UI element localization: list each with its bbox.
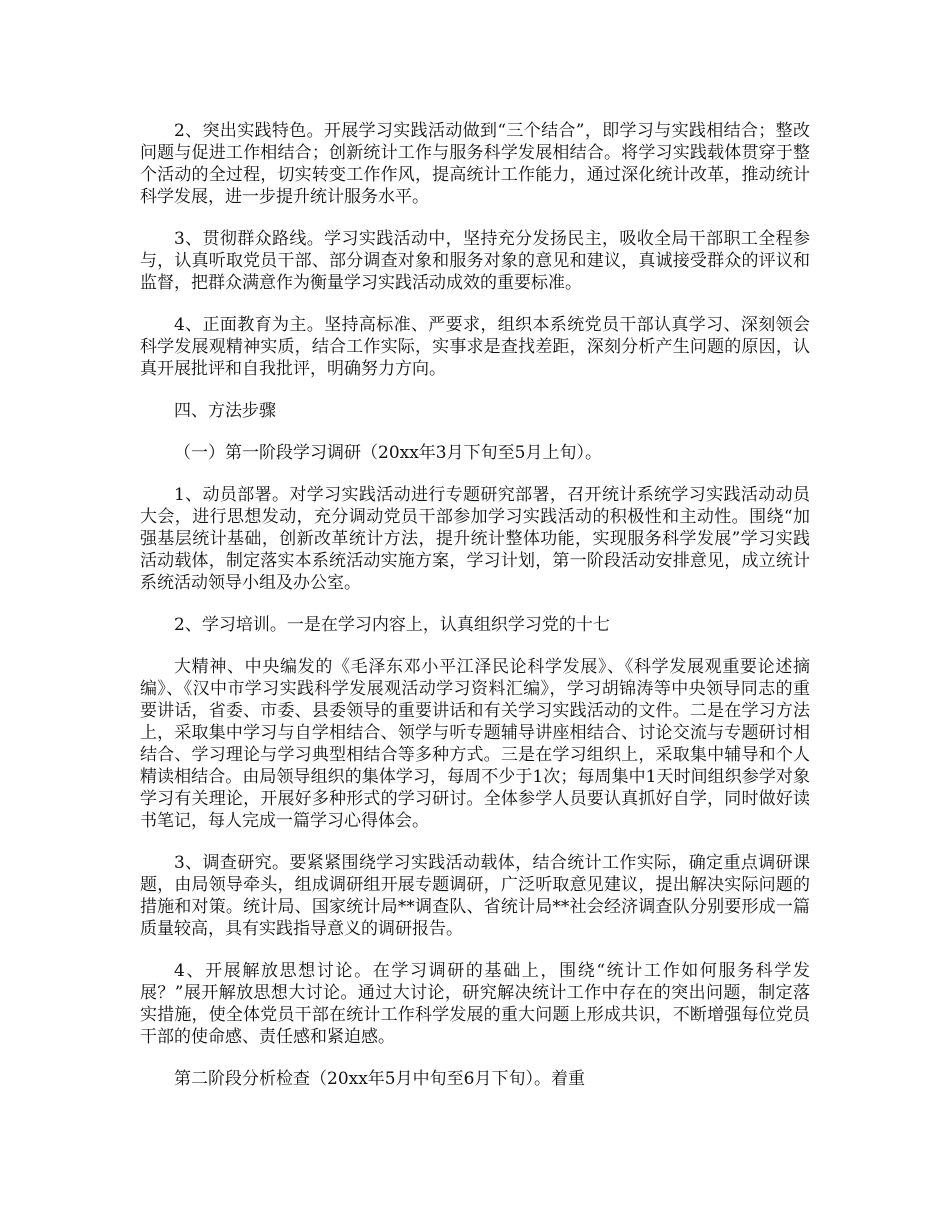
paragraph-practice-features: 2、突出实践特色。开展学习实践活动做到“三个结合”，即学习与实践相结合；整改问题与促进工作相结合；创新统计工作与服务科学发展相结合。将学习实践载体贯穿于整个活动的全过程，切实转变工作作风，提高统计工作能力，通过深化统计改革，推动统计科学发展，进一步提升统计服务水平。 — [140, 121, 810, 207]
paragraph-stage-two: 第二阶段分析检查（20xx年5月中旬至6月下旬）。着重 — [174, 1069, 585, 1089]
paragraph-training-body: 大精神、中央编发的《毛泽东邓小平江泽民论科学发展》、《科学发展观重要论述摘编》、《汉中市学习实践科学发展观活动学习资料汇编》，学习胡锦涛等中央领导同志的重要讲话，省委、市委、县委领导的重要讲话和有关学习实践活动的文件。二是在学习方法上，采取集中学习与自学相结合、领学与听专题辅导讲座相结合、讨论交流与专题研讨相结合、学习理论与学习典型相结合等多种方式。三是在学习组织上，采取集中辅导和个人精读相结合。由局领导组织的集体学习，每周不少于1次；每周集中1天时间组织参学对象学习有关理论，开展好多种形式的学习研讨。全体参学人员要认真抓好自学，同时做好读书笔记，每人完成一篇学习心得体会。 — [140, 657, 810, 831]
paragraph-training-intro: 2、学习培训。一是在学习内容上，认真组织学习党的十七 — [174, 615, 610, 635]
document-body — [140, 120, 810, 1110]
subsection-heading-stage-one: （一）第一阶段学习调研（20xx年3月下旬至5月上旬）。 — [174, 443, 602, 463]
paragraph-discussion: 4、开展解放思想讨论。在学习调研的基础上，围绕“统计工作如何服务科学发展？”展开解放思想大讨论。通过大讨论，研究解决统计工作中存在的突出问题，制定落实措施，使全体党员干部在统计工作科学发展的重大问题上形成共识，不断增强每位党员干部的使命感、责任感和紧迫感。 — [140, 961, 810, 1047]
paragraph-research: 3、调查研究。要紧紧围绕学习实践活动载体，结合统计工作实际，确定重点调研课题，由局领导牵头，组成调研组开展专题调研，广泛听取意见建议，提出解决实际问题的措施和对策。统计局、国家统计局**调查队、省统计局**社会经济调查队分别要形成一篇质量较高，具有实践指导意义的调研报告。 — [140, 853, 810, 939]
paragraph-mobilization: 1、动员部署。对学习实践活动进行专题研究部署，召开统计系统学习实践活动动员大会，进行思想发动，充分调动党员干部参加学习实践活动的积极性和主动性。围绕“加强基层统计基础，创新改革统计方法，提升统计整体功能，实现服务科学发展”学习实践活动载体，制定落实本系统活动实施方案，学习计划，第一阶段活动安排意见，成立统计系统活动领导小组及办公室。 — [140, 485, 810, 593]
section-heading-methods: 四、方法步骤 — [174, 401, 276, 421]
paragraph-positive-education: 4、正面教育为主。坚持高标准、严要求，组织本系统党员干部认真学习、深刻领会科学发展观精神实质，结合工作实际，实事求是查找差距，深刻分析产生问题的原因，认真开展批评和自我批评，明确努力方向。 — [140, 315, 810, 379]
paragraph-mass-line: 3、贯彻群众路线。学习实践活动中，坚持充分发扬民主，吸收全局干部职工全程参与，认真听取党员干部、部分调查对象和服务对象的意见和建议，真诚接受群众的评议和监督，把群众满意作为衡量学习实践活动成效的重要标准。 — [140, 229, 810, 293]
